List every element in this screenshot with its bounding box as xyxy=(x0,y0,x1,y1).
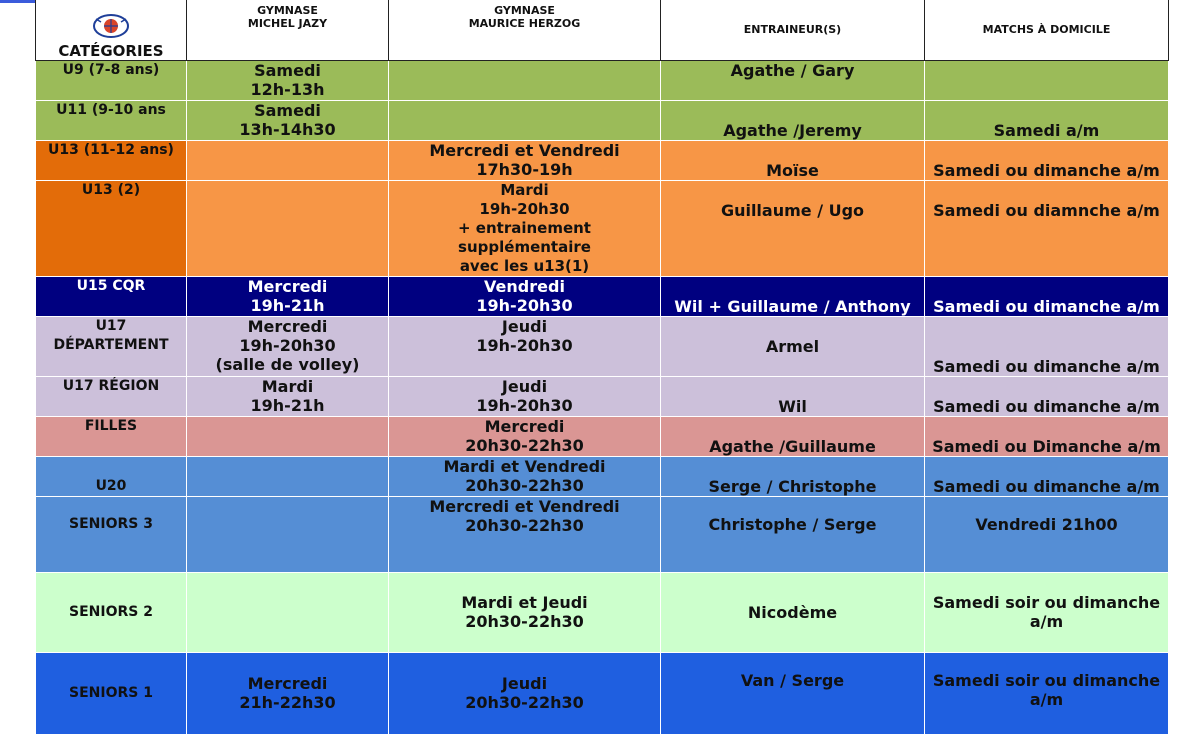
gym1-cell: Samedi 13h-14h30 xyxy=(187,100,389,140)
gym2-cell xyxy=(389,60,661,100)
coach-cell: Christophe / Serge xyxy=(661,496,925,572)
header-categories xyxy=(36,0,187,60)
coach-cell: Wil xyxy=(661,376,925,416)
coach-cell: Serge / Christophe xyxy=(661,456,925,496)
gym1-cell: Mardi 19h-21h xyxy=(187,376,389,416)
gym2-cell: Vendredi 19h-20h30 xyxy=(389,276,661,316)
home-cell: Samedi ou diamnche a/m xyxy=(925,180,1169,276)
header-gym-michel-jazy: GYMNASE MICHEL JAZY xyxy=(187,0,389,60)
category-cell: U15 CQR xyxy=(36,276,187,316)
training-schedule-table xyxy=(35,0,1169,735)
category-cell: U13 (2) xyxy=(36,180,187,276)
coach-cell: Van / Serge xyxy=(661,652,925,734)
home-cell: Samedi ou dimanche a/m xyxy=(925,456,1169,496)
header-coaches: ENTRAINEUR(S) xyxy=(661,0,925,60)
category-cell: FILLES xyxy=(36,416,187,456)
gym1-cell: Samedi 12h-13h xyxy=(187,60,389,100)
home-cell: Samedi ou dimanche a/m xyxy=(925,316,1169,376)
home-cell: Samedi soir ou dimanche a/m xyxy=(925,572,1169,652)
coach-cell: Agathe /Guillaume xyxy=(661,416,925,456)
home-cell: Samedi ou Dimanche a/m xyxy=(925,416,1169,456)
gym2-cell: Mardi 19h-20h30 + entrainement supplémentaire avec les u13(1) xyxy=(389,180,661,276)
gym2-cell: Jeudi 19h-20h30 xyxy=(389,376,661,416)
table-row xyxy=(36,496,1169,572)
home-cell: Samedi ou dimanche a/m xyxy=(925,276,1169,316)
table-row xyxy=(36,456,1169,496)
gym2-cell xyxy=(389,100,661,140)
table-row xyxy=(36,376,1169,416)
schedule-frame xyxy=(35,0,1168,717)
category-cell: U9 (7-8 ans) xyxy=(36,60,187,100)
gym1-cell: Mercredi 21h-22h30 xyxy=(187,652,389,734)
home-cell: Samedi a/m xyxy=(925,100,1169,140)
gym1-cell xyxy=(187,456,389,496)
table-row xyxy=(36,100,1169,140)
gym1-cell xyxy=(187,496,389,572)
table-row xyxy=(36,572,1169,652)
category-cell: U11 (9-10 ans xyxy=(36,100,187,140)
category-cell: U17 RÉGION xyxy=(36,376,187,416)
home-cell: Samedi ou dimanche a/m xyxy=(925,376,1169,416)
gym2-cell: Mercredi et Vendredi 20h30-22h30 xyxy=(389,496,661,572)
gym2-cell: Jeudi 19h-20h30 xyxy=(389,316,661,376)
coach-cell: Guillaume / Ugo xyxy=(661,180,925,276)
coach-cell: Agathe / Gary xyxy=(661,60,925,100)
header-gym-maurice-herzog: GYMNASE MAURICE HERZOG xyxy=(389,0,661,60)
gym2-cell: Mardi et Jeudi 20h30-22h30 xyxy=(389,572,661,652)
category-cell: U13 (11-12 ans) xyxy=(36,140,187,180)
table-row xyxy=(36,416,1169,456)
coach-cell: Wil + Guillaume / Anthony xyxy=(661,276,925,316)
table-row xyxy=(36,276,1169,316)
gym2-cell: Mercredi 20h30-22h30 xyxy=(389,416,661,456)
gym1-cell xyxy=(187,572,389,652)
header-categories-label: CATÉGORIES xyxy=(58,41,164,60)
gym2-cell: Jeudi 20h30-22h30 xyxy=(389,652,661,734)
header-row xyxy=(36,0,1169,60)
table-row xyxy=(36,60,1169,100)
category-cell: SENIORS 1 xyxy=(36,652,187,734)
gym1-cell xyxy=(187,180,389,276)
gym2-cell: Mardi et Vendredi 20h30-22h30 xyxy=(389,456,661,496)
table-row xyxy=(36,316,1169,376)
gym1-cell: Mercredi 19h-20h30 (salle de volley) xyxy=(187,316,389,376)
gym1-cell xyxy=(187,416,389,456)
coach-cell: Nicodème xyxy=(661,572,925,652)
table-row xyxy=(36,180,1169,276)
home-cell: Samedi ou dimanche a/m xyxy=(925,140,1169,180)
home-cell xyxy=(925,60,1169,100)
category-cell: U17 DÉPARTEMENT xyxy=(36,316,187,376)
home-cell: Vendredi 21h00 xyxy=(925,496,1169,572)
coach-cell: Agathe /Jeremy xyxy=(661,100,925,140)
coach-cell: Armel xyxy=(661,316,925,376)
category-cell: SENIORS 3 xyxy=(36,496,187,572)
club-logo-icon xyxy=(91,13,131,39)
category-cell: SENIORS 2 xyxy=(36,572,187,652)
gym2-cell: Mercredi et Vendredi 17h30-19h xyxy=(389,140,661,180)
table-row xyxy=(36,140,1169,180)
coach-cell: Moïse xyxy=(661,140,925,180)
gym1-cell xyxy=(187,140,389,180)
home-cell: Samedi soir ou dimanche a/m xyxy=(925,652,1169,734)
gym1-cell: Mercredi 19h-21h xyxy=(187,276,389,316)
header-home-matches: MATCHS À DOMICILE xyxy=(925,0,1169,60)
category-cell: U20 xyxy=(36,456,187,496)
